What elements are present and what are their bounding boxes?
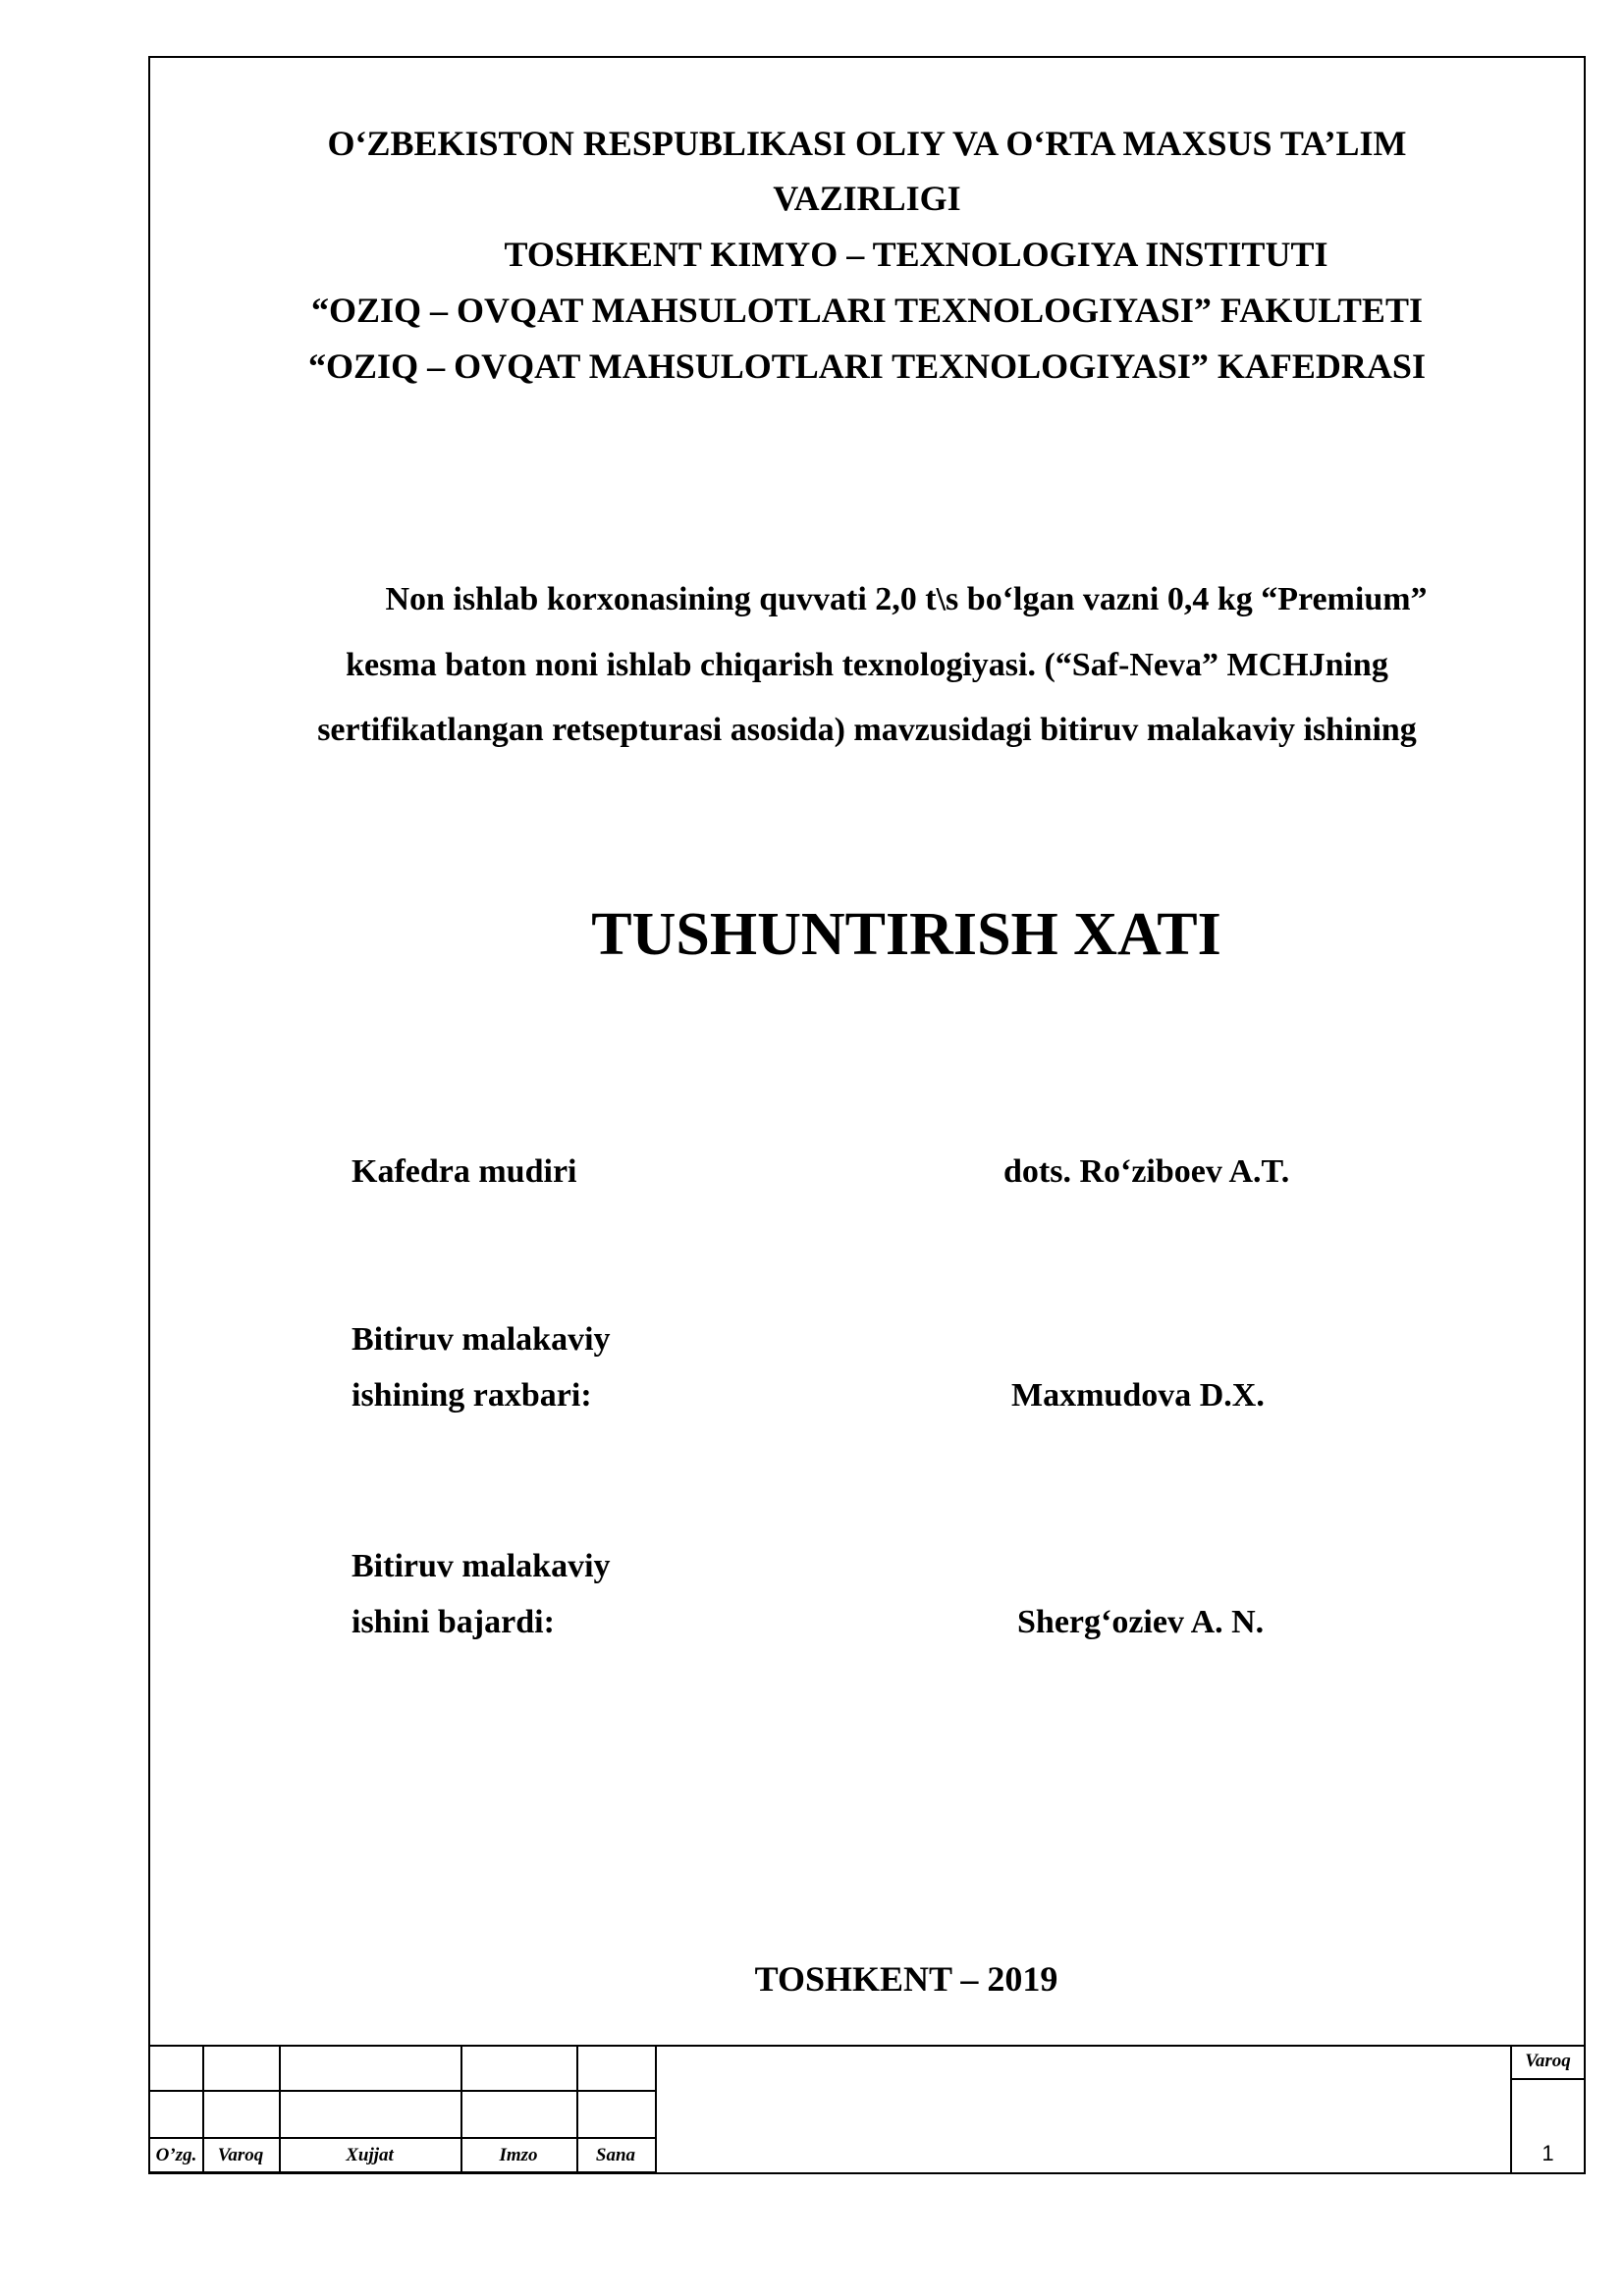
topic-line-2: kesma baton noni ishlab chiqarish texnologiyasi. (“Saf-Neva” MCHJning [346,647,1388,683]
stamp-top-border [150,2045,1586,2047]
author-label-line-2: ishini bajardi: [352,1604,555,1640]
department-name: “OZIQ – OVQAT MAHSULOTLARI TEXNOLOGIYASI” KAFEDRASI [308,347,1426,386]
stamp-row-divider-1 [150,2090,657,2092]
stamp-signature-label: Imzo [499,2145,538,2165]
ministry-line-2: VAZIRLIGI [773,179,961,218]
supervisor-label-line-2: ishining raxbari: [352,1377,592,1414]
city-year: TOSHKENT – 2019 [754,1959,1058,1999]
author-name: Sherg‘oziev A. N. [1017,1604,1265,1640]
supervisor-label-line-1: Bitiruv malakaviy [352,1321,611,1358]
faculty-name: “OZIQ – OVQAT MAHSULOTLARI TEXNOLOGIYASI” FAKULTETI [311,291,1423,330]
author-label-line-1: Bitiruv malakaviy [352,1548,611,1584]
institute-name: TOSHKENT KIMYO – TEXNOLOGIYA INSTITUTI [504,235,1328,274]
topic-line-1: Non ishlab korxonasining quvvati 2,0 t\s bo‘lgan vazni 0,4 kg “Premium” [385,581,1428,617]
title-block-stamp [150,2045,1586,2174]
stamp-sheet-col-label: Varoq [217,2145,264,2165]
page-frame [148,56,1586,2174]
topic-line-3: sertifikatlangan retsepturasi asosida) mavzusidagi bitiruv malakaviy ishining [317,712,1417,748]
stamp-date-label: Sana [595,2145,636,2165]
stamp-change-label: O’zg. [155,2145,197,2165]
stamp-row-divider-3 [150,2171,657,2173]
supervisor-name: Maxmudova D.X. [1011,1377,1265,1414]
stamp-document-label: Xujjat [346,2145,394,2165]
ministry-line-1: O‘ZBEKISTON RESPUBLIKASI OLIY VA O‘RTA MAXSUS TA’LIM [327,124,1407,163]
page-number: 1 [1542,2141,1554,2165]
stamp-sheet-divider [1510,2078,1586,2080]
stamp-sheet-label: Varoq [1525,2051,1571,2071]
stamp-col-line-5 [655,2045,657,2174]
document-title: TUSHUNTIRISH XATI [591,901,1221,968]
department-head-label: Kafedra mudiri [352,1153,577,1190]
department-head-name: dots. Ro‘ziboev A.T. [1003,1153,1290,1190]
stamp-row-divider-2 [150,2137,657,2139]
